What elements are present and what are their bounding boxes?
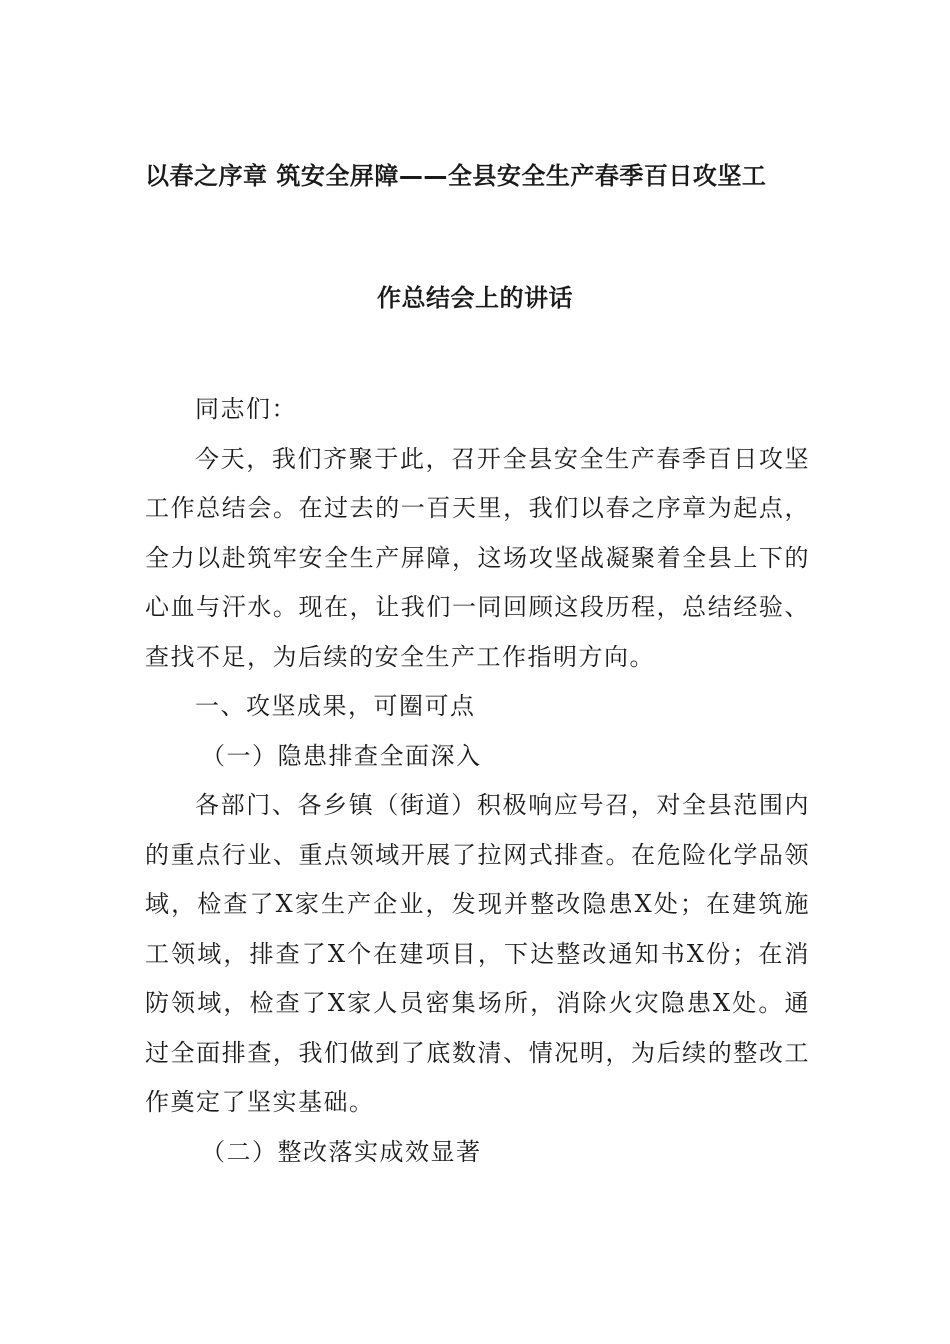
- subsection-1-paragraph: 各部门、各乡镇（街道）积极响应号召，对全县范围内的重点行业、重点领域开展了拉网式排查。在危险化学品领域，检查了X家生产企业，发现并整改隐患X处；在建筑施工领域，排查了X个在建项目，下达整改通知书X份；在消防领域，检查了X家人员密集场所，消除火灾隐患X处。通过全面排查，我们做到了底数清、情况明，为后续的整改工作奠定了坚实基础。: [145, 791, 810, 1116]
- salutation: 同志们：: [195, 395, 297, 423]
- document-title-line-2: 作总结会上的讲话: [377, 284, 573, 312]
- intro-paragraph: 今天，我们齐聚于此，召开全县安全生产春季百日攻坚工作总结会。在过去的一百天里，我们以春之序章为起点，全力以赴筑牢安全生产屏障，这场攻坚战凝聚着全县上下的心血与汗水。现在，让我们一同回顾这段历程，总结经验、查找不足，为后续的安全生产工作指明方向。: [145, 444, 810, 671]
- document-body: [145, 385, 810, 1177]
- subsection-2-heading: （二）整改落实成效显著: [201, 1137, 482, 1166]
- subsection-1-heading: （一）隐患排查全面深入: [201, 741, 482, 770]
- section-1-heading: 一、攻坚成果，可圈可点: [195, 692, 476, 720]
- document-title-line-1: 以春之序章 筑安全屏障——全县安全生产春季百日攻坚工: [145, 162, 767, 190]
